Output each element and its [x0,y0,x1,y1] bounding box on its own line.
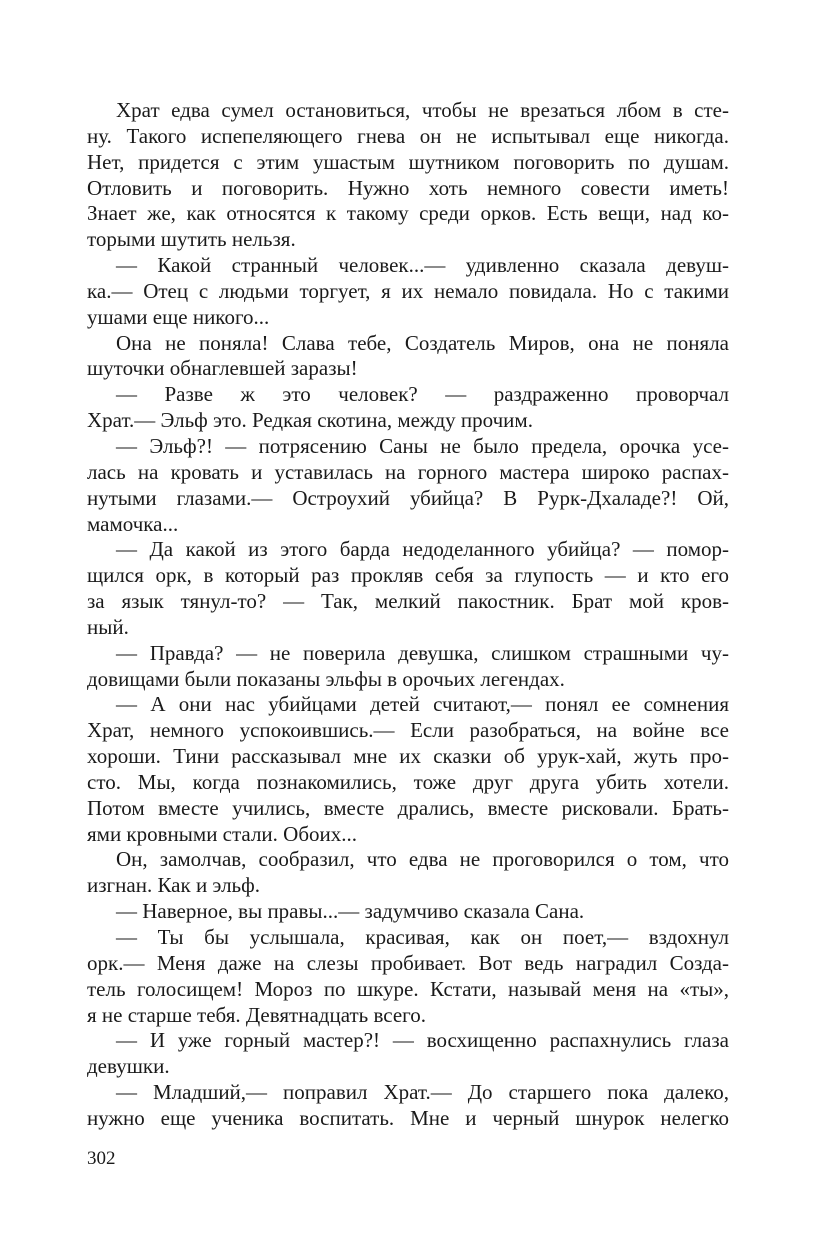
text-line: за язык тянул-то? — Так, мелкий пакостник. Брат мой кров- [87,589,729,614]
text-line: лась на кровать и уставилась на горного мастера широко распах- [87,459,729,484]
text-line: мамочка... [87,511,179,536]
text-line: — Разве ж это человек? — раздраженно проворчал [116,382,729,407]
text-line: Потом вместе учились, вместе дрались, вместе рисковали. Брать- [87,795,729,820]
text-line: изгнан. Как и эльф. [87,873,260,898]
text-line: нужно еще ученика воспитать. Мне и черный шнурок нелегко [87,1105,729,1130]
text-line: щился орк, в который раз прокляв себя за глупость — и кто его [87,563,729,588]
text-line: Отловить и поговорить. Нужно хоть немного совести иметь! [87,175,729,200]
page-number: 302 [87,1148,116,1169]
text-line: нутыми глазами.— Остроухий убийца? В Рурк-Дхаладе?! Ой, [87,485,729,510]
text-line: торыми шутить нельзя. [87,227,296,252]
text-line: Нет, придется с этим ушастым шутником поговорить по душам. [87,149,729,174]
text-line: шуточки обнаглевшей заразы! [87,356,358,381]
text-line: хороши. Тини рассказывал мне их сказки об урук-хай, жуть про- [87,744,729,769]
text-line: тель голосищем! Мороз по шкуре. Кстати, называй меня на «ты», [87,976,729,1001]
text-line: я не старше тебя. Девятнадцать всего. [87,1002,427,1027]
page-text [87,98,729,1132]
text-line: — И уже горный мастер?! — восхищенно распахнулись глаза [116,1028,729,1053]
text-line: — Эльф?! — потрясению Саны не было предела, орочка усе- [116,433,729,458]
text-line: ями кровными стали. Обоих... [87,821,357,846]
text-line: Храт едва сумел остановиться, чтобы не врезаться лбом в сте- [116,98,729,122]
text-line: — Младший,— поправил Храт.— До старшего пока далеко, [116,1080,729,1105]
text-line: ный. [87,614,129,639]
text-line: Она не поняла! Слава тебе, Создатель Миров, она не поняла [116,330,729,355]
text-line: Знает же, как относятся к такому среди орков. Есть вещи, над ко- [87,201,729,226]
text-line: ушами еще никого... [87,304,270,329]
text-line: — А они нас убийцами детей считают,— понял ее сомнения [116,692,729,717]
text-line: Храт.— Эльф это. Редкая скотина, между прочим. [87,408,533,433]
text-line: — Ты бы услышала, красивая, как он поет,— вздохнул [116,925,729,949]
text-line: девушки. [87,1054,170,1079]
text-line: ка.— Отец с людьми торгует, я их немало повидала. Но с такими [87,278,729,303]
text-line: ну. Такого испепеляющего гнева он не испытывал еще никогда. [87,123,729,148]
text-line: Он, замолчав, сообразил, что едва не проговорился о том, что [116,847,729,872]
text-line: — Какой странный человек...— удивленно сказала девуш- [116,253,729,278]
text-line: — Наверное, вы правы...— задумчиво сказала Сана. [116,899,585,924]
text-line: — Правда? — не поверила девушка, слишком страшными чу- [116,640,729,665]
text-line: довищами были показаны эльфы в орочьих легендах. [87,666,565,691]
text-line: орк.— Меня даже на слезы пробивает. Вот ведь наградил Созда- [87,950,729,975]
text-line: — Да какой из этого барда недоделанного убийца? — помор- [116,537,729,562]
text-line: сто. Мы, когда познакомились, тоже друг друга убить хотели. [87,769,729,794]
text-line: Храт, немного успокоившись.— Если разобраться, на войне все [87,718,729,743]
